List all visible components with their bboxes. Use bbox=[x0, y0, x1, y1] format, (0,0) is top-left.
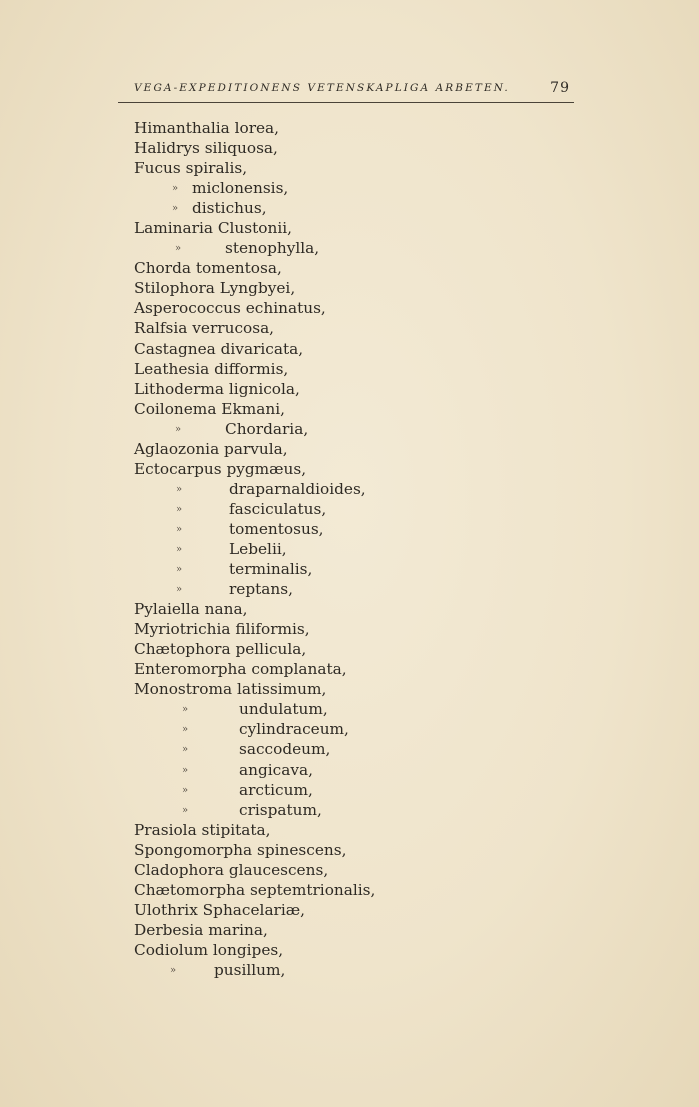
list-item bbox=[0, 138, 699, 158]
list-item bbox=[0, 900, 699, 920]
list-item bbox=[0, 639, 699, 659]
ditto-mark: » bbox=[170, 964, 177, 976]
list-item bbox=[0, 479, 699, 499]
list-item bbox=[0, 459, 699, 479]
taxon-name: Pylaiella nana, bbox=[134, 600, 248, 619]
list-item bbox=[0, 419, 699, 439]
taxon-name: Himanthalia lorea, bbox=[134, 119, 280, 137]
list-item bbox=[0, 699, 699, 719]
taxon-name: Derbesia marina, bbox=[134, 920, 268, 939]
list-item bbox=[0, 960, 699, 980]
species-epithet: stenophylla, bbox=[225, 239, 320, 258]
ditto-mark: » bbox=[175, 423, 182, 435]
taxon-name: Ectocarpus pygmæus, bbox=[134, 459, 307, 478]
list-item bbox=[0, 920, 699, 940]
running-header bbox=[134, 82, 574, 98]
species-epithet: undulatum, bbox=[239, 700, 328, 719]
list-item bbox=[0, 218, 699, 238]
list-item bbox=[0, 579, 699, 599]
list-item bbox=[0, 198, 699, 218]
list-item bbox=[0, 339, 699, 359]
taxon-name: Lithoderma lignicola, bbox=[134, 379, 300, 398]
page-number: 79 bbox=[550, 80, 570, 96]
taxon-name: Aglaozonia parvula, bbox=[134, 439, 288, 458]
species-epithet: pusillum, bbox=[214, 960, 286, 979]
species-epithet: angicava, bbox=[239, 760, 313, 779]
ditto-mark: » bbox=[172, 183, 179, 195]
taxon-name: Fucus spiralis, bbox=[134, 159, 248, 178]
list-item bbox=[0, 619, 699, 639]
species-epithet: arcticum, bbox=[239, 780, 313, 799]
list-item bbox=[0, 780, 699, 800]
taxon-name: Monostroma latissimum, bbox=[134, 680, 327, 699]
list-item bbox=[0, 399, 699, 419]
taxon-name: Codiolum longipes, bbox=[134, 940, 284, 959]
ditto-mark: » bbox=[176, 564, 183, 576]
list-item bbox=[0, 298, 699, 318]
species-epithet: draparnaldioides, bbox=[229, 479, 366, 498]
taxon-name: Stilophora Lyngbyei, bbox=[134, 279, 296, 298]
species-epithet: tomentosus, bbox=[229, 519, 324, 538]
taxon-name: Halidrys siliquosa, bbox=[134, 139, 278, 158]
list-item bbox=[0, 539, 699, 559]
list-item bbox=[0, 258, 699, 278]
taxon-name: Myriotrichia filiformis, bbox=[134, 620, 310, 639]
list-item bbox=[0, 519, 699, 539]
list-item bbox=[0, 760, 699, 780]
list-item bbox=[0, 178, 699, 198]
ditto-mark: » bbox=[176, 584, 183, 596]
species-epithet: crispatum, bbox=[239, 800, 322, 819]
ditto-mark: » bbox=[182, 724, 189, 736]
list-item bbox=[0, 659, 699, 679]
species-epithet: distichus, bbox=[192, 199, 267, 218]
taxon-name: Prasiola stipitata, bbox=[134, 820, 271, 839]
species-epithet: miclonensis, bbox=[192, 179, 289, 198]
ditto-mark: » bbox=[176, 523, 183, 535]
running-title: VEGA-EXPEDITIONENS VETENSKAPLIGA ARBETEN. bbox=[134, 82, 510, 94]
ditto-mark: » bbox=[182, 784, 189, 796]
species-epithet: Chordaria, bbox=[225, 419, 309, 438]
list-item bbox=[0, 719, 699, 739]
list-item bbox=[0, 238, 699, 258]
species-epithet: saccodeum, bbox=[239, 740, 331, 759]
list-item bbox=[0, 499, 699, 519]
list-item bbox=[0, 820, 699, 840]
taxon-name: Cladophora glaucescens, bbox=[134, 860, 329, 879]
list-item bbox=[0, 118, 699, 138]
species-epithet: terminalis, bbox=[229, 560, 313, 579]
ditto-mark: » bbox=[182, 704, 189, 716]
ditto-mark: » bbox=[182, 744, 189, 756]
taxon-name: Ulothrix Sphacelariæ, bbox=[134, 900, 306, 919]
list-item bbox=[0, 739, 699, 759]
list-item bbox=[0, 679, 699, 699]
list-item bbox=[0, 559, 699, 579]
taxon-name: Spongomorpha spinescens, bbox=[134, 840, 347, 859]
list-item bbox=[0, 880, 699, 900]
ditto-mark: » bbox=[176, 503, 183, 515]
ditto-mark: » bbox=[175, 243, 182, 255]
list-item bbox=[0, 599, 699, 619]
list-item bbox=[0, 439, 699, 459]
list-item bbox=[0, 359, 699, 379]
taxon-name: Leathesia difformis, bbox=[134, 359, 289, 378]
list-item bbox=[0, 379, 699, 399]
taxon-name: Enteromorpha complanata, bbox=[134, 660, 347, 679]
ditto-mark: » bbox=[176, 483, 183, 495]
species-epithet: reptans, bbox=[229, 580, 293, 599]
species-epithet: cylindraceum, bbox=[239, 720, 349, 739]
taxon-name: Laminaria Clustonii, bbox=[134, 219, 292, 238]
taxon-name: Asperococcus echinatus, bbox=[134, 299, 326, 318]
list-item bbox=[0, 800, 699, 820]
list-item bbox=[0, 278, 699, 298]
list-item bbox=[0, 158, 699, 178]
header-rule bbox=[118, 102, 574, 103]
ditto-mark: » bbox=[182, 764, 189, 776]
species-epithet: fasciculatus, bbox=[229, 499, 327, 518]
taxon-name: Ralfsia verrucosa, bbox=[134, 319, 275, 338]
species-epithet: Lebelii, bbox=[229, 539, 287, 558]
species-list bbox=[0, 118, 699, 980]
ditto-mark: » bbox=[182, 804, 189, 816]
list-item bbox=[0, 318, 699, 338]
taxon-name: Castagnea divaricata, bbox=[134, 339, 304, 358]
list-item bbox=[0, 840, 699, 860]
taxon-name: Coilonema Ekmani, bbox=[134, 399, 285, 418]
taxon-name: Chætomorpha septemtrionalis, bbox=[134, 880, 376, 899]
taxon-name: Chætophora pellicula, bbox=[134, 640, 307, 659]
ditto-mark: » bbox=[172, 203, 179, 215]
list-item bbox=[0, 860, 699, 880]
taxon-name: Chorda tomentosa, bbox=[134, 259, 282, 278]
ditto-mark: » bbox=[176, 543, 183, 555]
list-item bbox=[0, 940, 699, 960]
